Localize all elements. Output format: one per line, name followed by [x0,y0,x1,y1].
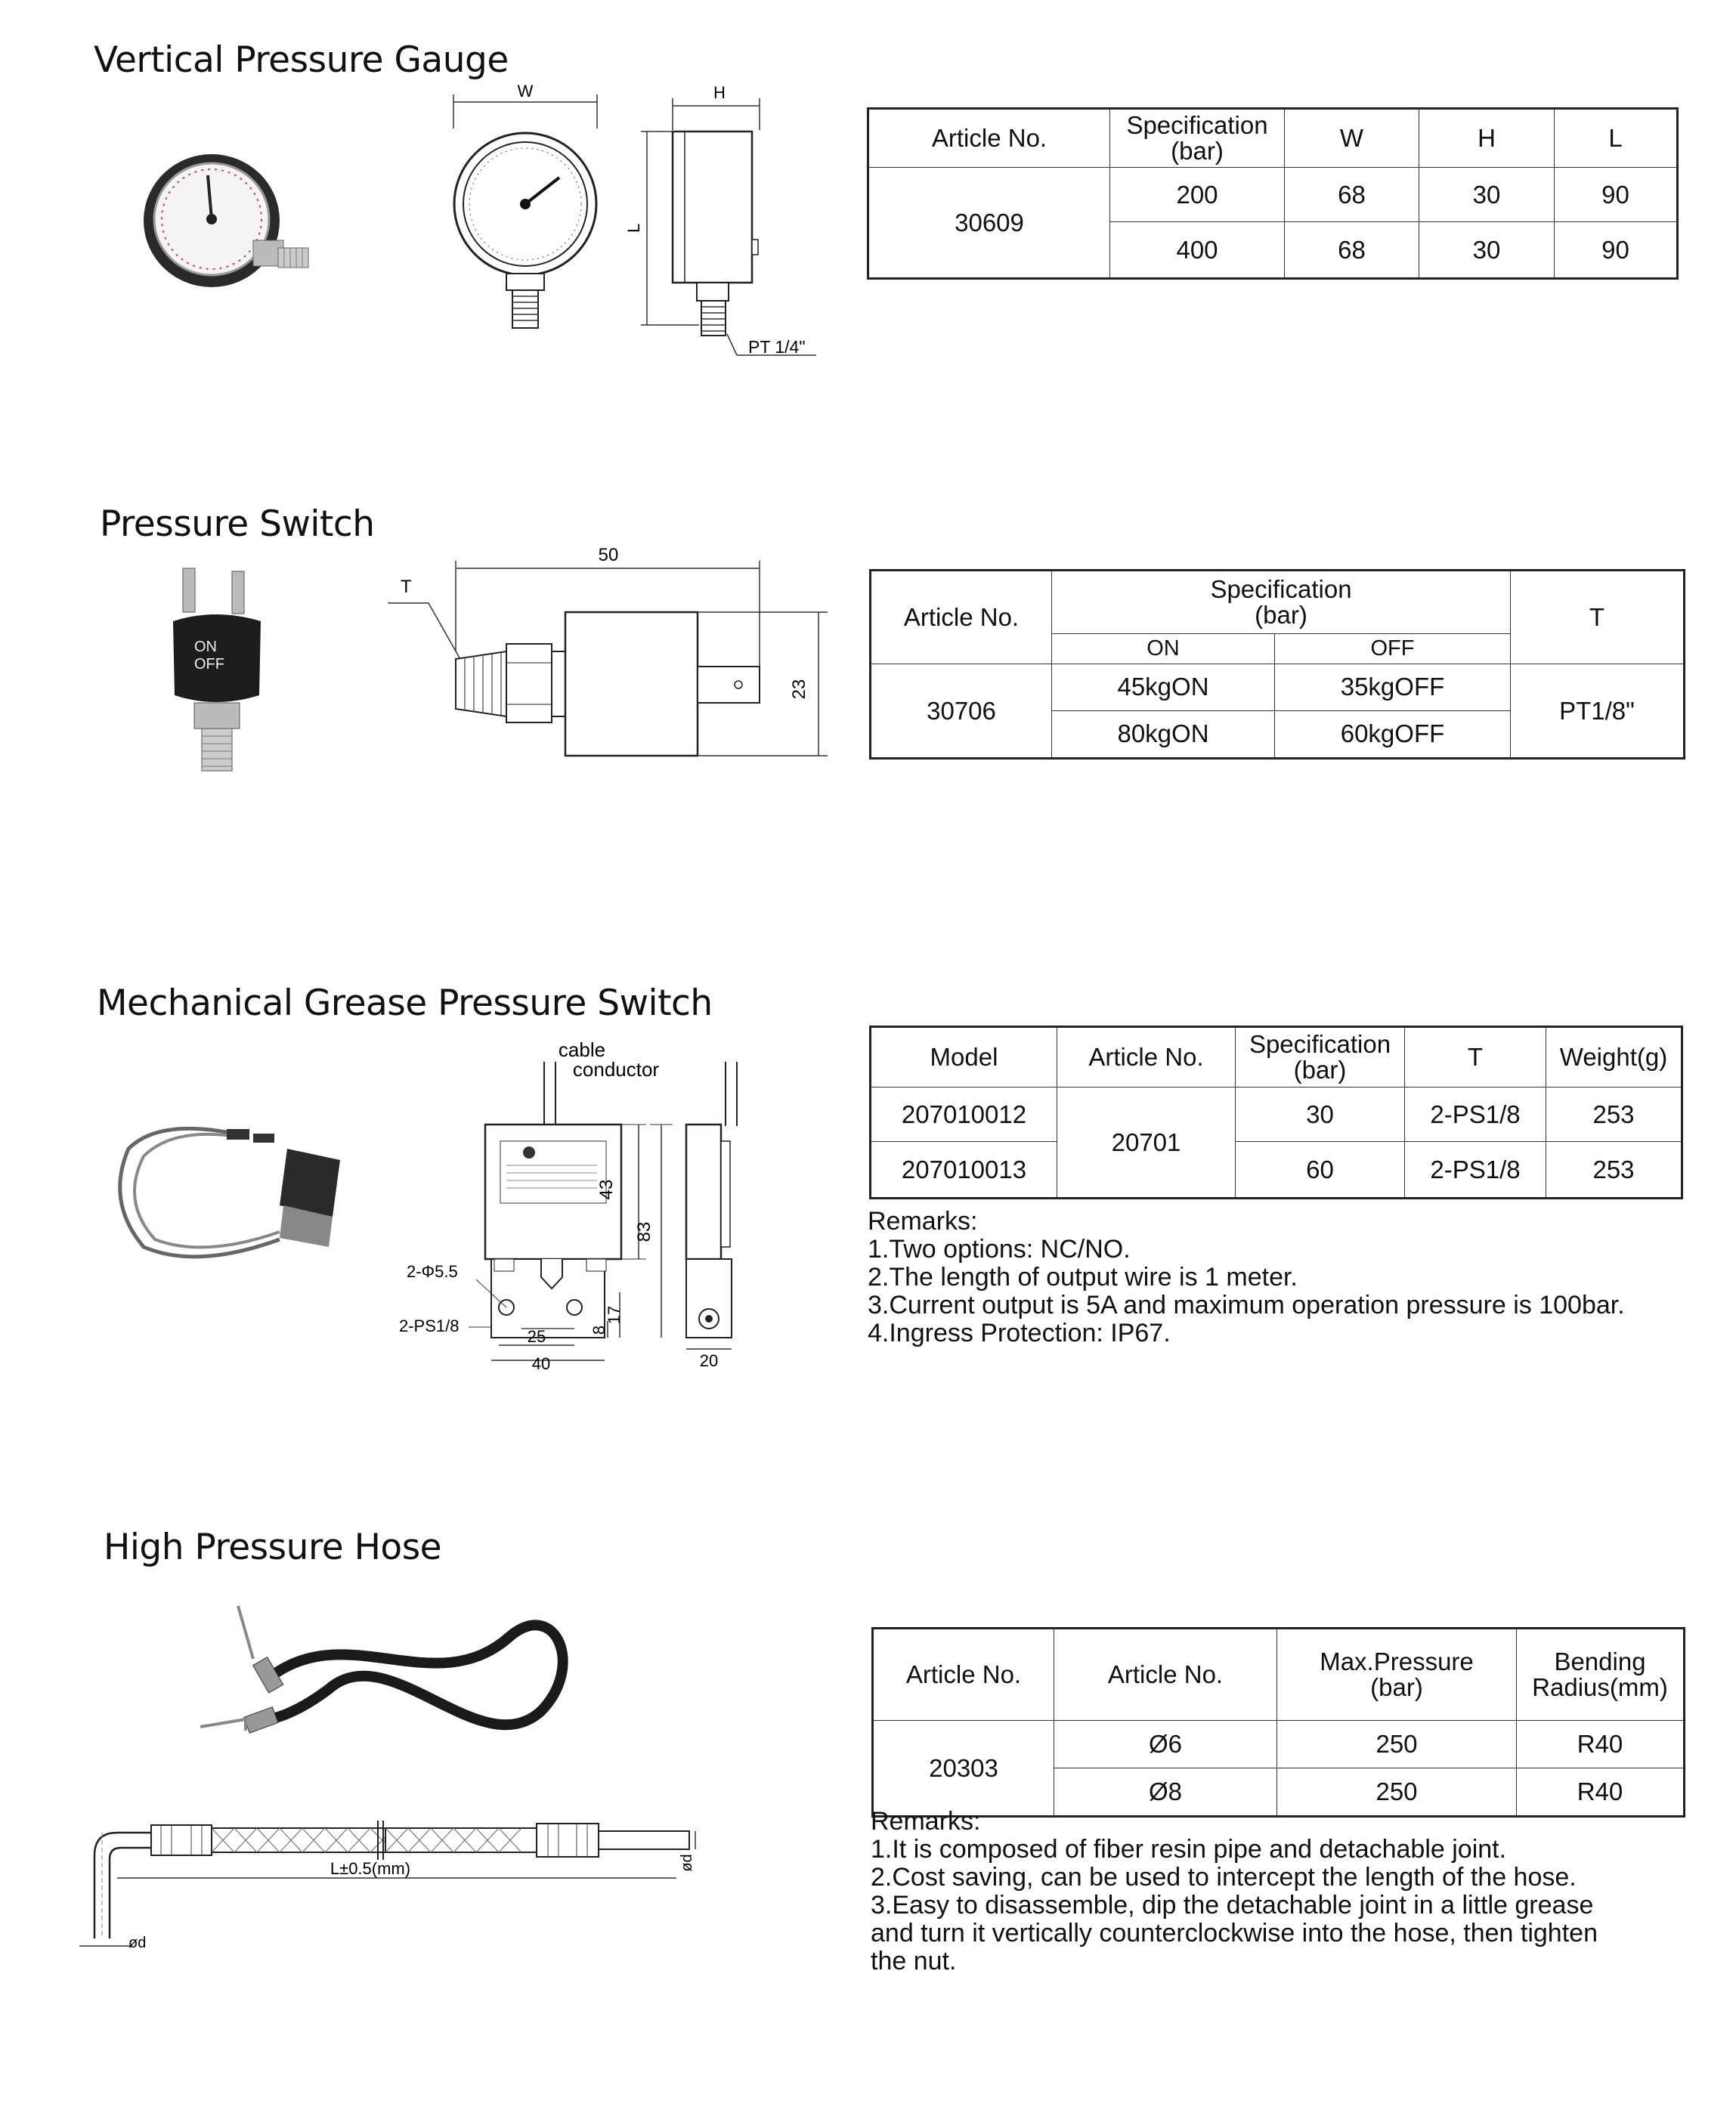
header-spec-line1: Specification [1210,575,1352,604]
spec-cell: 200 [1110,168,1285,222]
switch-t-label: T [401,577,412,597]
grease-dim-20: 20 [699,1351,719,1370]
header-bend-line2: Radius(mm) [1532,1673,1668,1701]
hose-spec-table [871,1627,1685,1818]
w-cell: 68 [1285,222,1419,279]
header-off: OFF [1275,634,1511,664]
header-article-no-2: Article No. [1054,1629,1277,1721]
gauge-spec-table [867,107,1679,280]
grease-hole-label: 2-Φ5.5 [407,1262,458,1281]
article-cell: 20701 [1057,1087,1236,1199]
remark-line: 3.Current output is 5A and maximum operation pressure is 100bar. [868,1291,1625,1320]
remark-line: 3.Easy to disassemble, dip the detachable joint in a little grease [871,1891,1594,1920]
switch-height-label: 23 [789,679,809,700]
weight-cell: 253 [1546,1142,1682,1199]
switch-photo-off: OFF [194,656,224,673]
t-cell: PT1/8" [1511,664,1685,759]
l-cell: 90 [1555,168,1678,222]
header-spec-line2: (bar) [1255,601,1307,629]
remark-line: Remarks: [871,1807,981,1836]
header-max-line2: (bar) [1370,1673,1423,1701]
grease-remarks [868,1208,1625,1347]
hose-diameter-label-left: ød [128,1935,147,1951]
off-cell: 60kgOFF [1275,710,1511,758]
remark-line: the nut. [871,1947,957,1975]
switch-photo [162,568,276,780]
article-cell: 30706 [871,664,1052,759]
size-cell: Ø8 [1054,1768,1277,1816]
l-cell: 90 [1555,222,1678,279]
header-spec-line1: Specification [1126,111,1268,140]
header-bending-radius [1517,1629,1685,1721]
header-bend-line1: Bending [1554,1647,1646,1676]
hose-photo [193,1591,578,1772]
switch-drawing [382,538,843,765]
hose-remarks [871,1808,1598,1975]
model-cell: 207010012 [871,1087,1057,1142]
table-row [871,664,1685,711]
header-weight: Weight(g) [1546,1027,1682,1087]
header-specification [1236,1027,1405,1087]
on-cell: 45kgON [1052,664,1275,711]
off-cell: 35kgOFF [1275,664,1511,711]
header-spec-line2: (bar) [1171,137,1224,165]
header-specification [1052,571,1511,634]
gauge-front-drawing [446,83,612,333]
radius-cell: R40 [1517,1721,1685,1768]
spec-cell: 400 [1110,222,1285,279]
weight-cell: 253 [1546,1087,1682,1142]
hose-drawing [72,1802,714,1969]
table-row [868,168,1678,222]
h-cell: 30 [1419,222,1555,279]
hose-section-title: High Pressure Hose [104,1527,442,1568]
gauge-side-drawing [624,83,824,364]
switch-photo-on: ON [194,639,217,655]
header-article-no: Article No. [868,109,1110,168]
header-article-no: Article No. [873,1629,1054,1721]
t-cell: 2-PS1/8 [1405,1142,1546,1199]
header-h: H [1419,109,1555,168]
grease-dim-43: 43 [596,1179,617,1200]
hose-length-label: L±0.5(mm) [330,1859,411,1878]
gauge-photo [136,151,317,302]
spec-cell: 60 [1236,1142,1405,1199]
remark-line: 2.Cost saving, can be used to intercept the length of the hose. [871,1863,1577,1892]
grease-switch-drawing [393,1028,756,1383]
w-cell: 68 [1285,168,1419,222]
gauge-w-label: W [517,82,534,101]
hose-diameter-label-right: ød [679,1854,695,1872]
table-row [871,1087,1682,1142]
remark-line: 1.It is composed of fiber resin pipe and detachable joint. [871,1835,1507,1864]
header-w: W [1285,109,1419,168]
grease-section-title: Mechanical Grease Pressure Switch [97,982,713,1024]
header-article-no: Article No. [1057,1027,1236,1087]
header-t: T [1405,1027,1546,1087]
pressure-cell: 250 [1277,1768,1517,1816]
remark-line: and turn it vertically counterclockwise into the hose, then tighten [871,1919,1598,1948]
remark-line: 2.The length of output wire is 1 meter. [868,1263,1298,1292]
grease-dim-25: 25 [527,1327,546,1346]
switch-spec-table [869,569,1685,760]
grease-cable-label-2: conductor [572,1058,660,1081]
on-cell: 80kgON [1052,710,1275,758]
grease-dim-40: 40 [531,1354,551,1373]
header-spec-line1: Specification [1249,1030,1391,1059]
grease-dim-8: 8 [589,1325,608,1335]
gauge-section-title: Vertical Pressure Gauge [94,39,509,81]
article-cell: 20303 [873,1721,1054,1817]
table-row [873,1721,1685,1768]
header-article-no: Article No. [871,571,1052,664]
pressure-cell: 250 [1277,1721,1517,1768]
header-l: L [1555,109,1678,168]
header-max-pressure [1277,1629,1517,1721]
size-cell: Ø6 [1054,1721,1277,1768]
remark-line: 4.Ingress Protection: IP67. [868,1319,1171,1347]
t-cell: 2-PS1/8 [1405,1087,1546,1142]
grease-switch-photo [113,1118,348,1270]
spec-cell: 30 [1236,1087,1405,1142]
grease-dim-17: 17 [605,1305,624,1325]
header-on: ON [1052,634,1275,664]
grease-dim-83: 83 [634,1221,654,1242]
header-model: Model [871,1027,1057,1087]
radius-cell: R40 [1517,1768,1685,1816]
switch-width-label: 50 [598,545,619,565]
header-specification [1110,109,1285,168]
grease-spec-table [869,1026,1683,1199]
header-spec-line2: (bar) [1293,1056,1347,1084]
model-cell: 207010013 [871,1142,1057,1199]
article-cell: 30609 [868,168,1110,279]
remark-line: 1.Two options: NC/NO. [868,1235,1131,1264]
switch-section-title: Pressure Switch [100,503,375,545]
gauge-thread-label: PT 1/4" [748,337,806,357]
remark-line: Remarks: [868,1207,978,1236]
grease-cable-label-1: cable [558,1038,606,1061]
header-t: T [1511,571,1685,664]
grease-port-label: 2-PS1/8 [399,1316,460,1335]
gauge-l-label: L [624,223,643,233]
gauge-h-label: H [713,83,726,102]
table-row [871,1142,1682,1199]
h-cell: 30 [1419,168,1555,222]
header-max-line1: Max.Pressure [1320,1647,1474,1676]
